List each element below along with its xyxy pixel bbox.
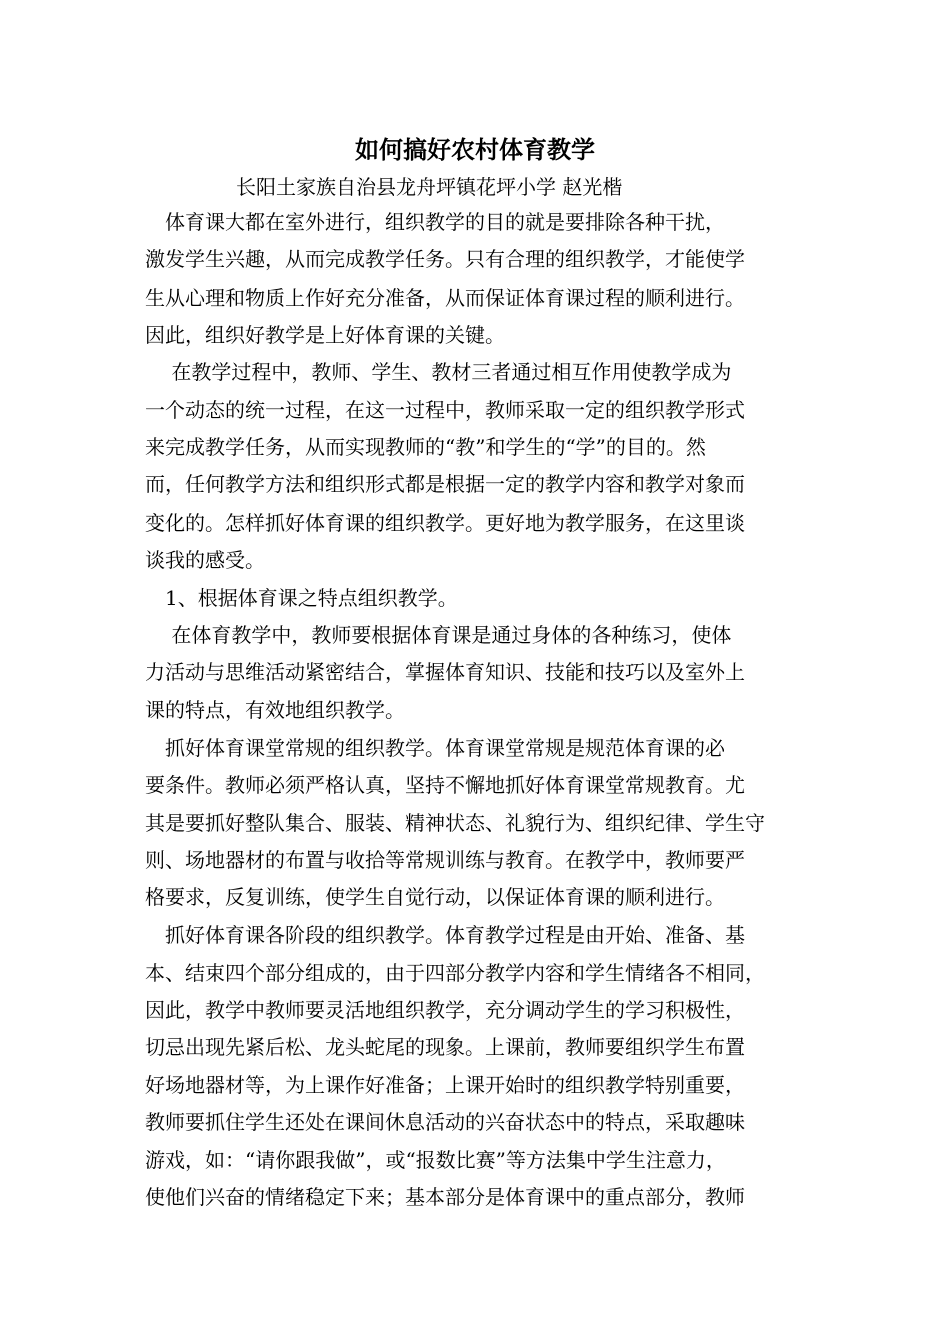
- body-line: 因此，组织好教学是上好体育课的关键。: [145, 323, 505, 347]
- body-line: 力活动与思维活动紧密结合，掌握体育知识、技能和技巧以及室外上: [145, 660, 745, 684]
- body-line: 生从心理和物质上作好充分准备，从而保证体育课过程的顺利进行。: [145, 286, 745, 310]
- body-line: 变化的。怎样抓好体育课的组织教学。更好地为教学服务，在这里谈: [145, 511, 745, 535]
- body-line: 来完成教学任务，从而实现教师的“教”和学生的“学”的目的。然: [145, 435, 706, 459]
- section-heading: 1、根据体育课之特点组织教学。: [145, 586, 458, 610]
- body-line: 格要求，反复训练，使学生自觉行动，以保证体育课的顺利进行。: [145, 885, 725, 909]
- body-line: 一个动态的统一过程，在这一过程中，教师采取一定的组织教学形式: [145, 398, 745, 422]
- body-line: 抓好体育课各阶段的组织教学。体育教学过程是由开始、准备、基: [145, 923, 745, 947]
- body-line: 因此，教学中教师要灵活地组织教学，充分调动学生的学习积极性，: [145, 998, 745, 1022]
- body-line: 在教学过程中，教师、学生、教材三者通过相互作用使教学成为: [145, 360, 732, 384]
- body-line: 而，任何教学方法和组织形式都是根据一定的教学内容和教学对象而: [145, 472, 745, 496]
- body-line: 谈我的感受。: [145, 548, 265, 572]
- body-line: 课的特点，有效地组织教学。: [145, 698, 405, 722]
- body-line: 激发学生兴趣，从而完成教学任务。只有合理的组织教学，才能使学: [145, 247, 745, 271]
- body-line: 体育课大都在室外进行，组织教学的目的就是要排除各种干扰，: [145, 210, 725, 234]
- document-title: 如何搞好农村体育教学: [355, 136, 595, 164]
- author-line: 长阳土家族自治县龙舟坪镇花坪小学 赵光楷: [236, 175, 623, 199]
- body-line: 要条件。教师必须严格认真，坚持不懈地抓好体育课堂常规教育。尤: [145, 773, 745, 797]
- body-line: 切忌出现先紧后松、龙头蛇尾的现象。上课前，教师要组织学生布置: [145, 1035, 745, 1059]
- body-line: 在体育教学中，教师要根据体育课是通过身体的各种练习，使体: [145, 623, 732, 647]
- body-line: 本、结束四个部分组成的，由于四部分教学内容和学生情绪各不相同，: [145, 961, 765, 985]
- body-line: 则、场地器材的布置与收拾等常规训练与教育。在教学中，教师要严: [145, 848, 745, 872]
- body-line: 游戏，如：“请你跟我做”，或“报数比赛”等方法集中学生注意力，: [145, 1148, 726, 1172]
- body-line: 抓好体育课堂常规的组织教学。体育课堂常规是规范体育课的必: [145, 736, 725, 760]
- body-line: 其是要抓好整队集合、服装、精神状态、礼貌行为、组织纪律、学生守: [145, 811, 765, 835]
- body-line: 教师要抓住学生还处在课间休息活动的兴奋状态中的特点，采取趣味: [145, 1110, 745, 1134]
- body-line: 好场地器材等，为上课作好准备；上课开始时的组织教学特别重要，: [145, 1073, 745, 1097]
- body-line: 使他们兴奋的情绪稳定下来；基本部分是体育课中的重点部分，教师: [145, 1185, 745, 1209]
